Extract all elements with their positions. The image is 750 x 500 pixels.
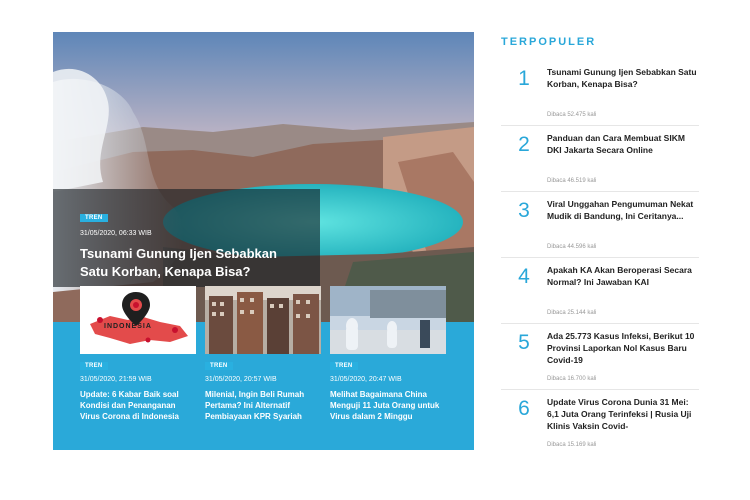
popular-item[interactable] [501,258,699,324]
rank-number: 6 [518,397,530,420]
card-date: 31/05/2020, 21:59 WIB [80,376,152,383]
hero-date: 31/05/2020, 06:33 WIB [80,230,152,237]
card-title[interactable]: Melihat Bagaimana China Menguji 11 Juta Orang untuk Virus dalam 2 Minggu [330,390,440,421]
rank-number: 4 [518,265,530,288]
news-card[interactable] [80,286,196,422]
read-count: Dibaca 44.596 kali [547,244,597,250]
card-date: 31/05/2020, 20:47 WIB [330,376,402,383]
popular-item[interactable] [501,192,699,258]
popular-title[interactable]: Tsunami Gunung Ijen Sebabkan Satu Korban, Kenapa Bisa? [547,67,697,89]
popular-title[interactable]: Viral Unggahan Pengumuman Nekat Mudik di Bandung, Ini Ceritanya... [547,199,694,221]
read-count: Dibaca 25.144 kali [547,310,597,316]
read-count: Dibaca 52.475 kali [547,112,597,118]
popular-title[interactable]: Panduan dan Cara Membuat SIKM DKI Jakarta Secara Online [547,133,685,155]
card-thumbnail[interactable] [80,286,196,354]
read-count: Dibaca 16.700 kali [547,376,597,382]
rank-number: 2 [518,133,530,156]
popular-item[interactable] [501,390,699,456]
hero-headline[interactable]: Tsunami Gunung Ijen Sebabkan Satu Korban, Kenapa Bisa? [80,246,277,279]
tren-badge[interactable]: TREN [80,362,108,370]
card-title[interactable]: Milenial, Ingin Beli Rumah Pertama? Ini Alternatif Pembiayaan KPR Syariah [205,390,305,421]
popular-title[interactable]: Update Virus Corona Dunia 31 Mei: 6,1 Juta Orang Terinfeksi | Rusia Uji Klinis Vaksin Covid- [547,397,692,431]
card-thumbnail[interactable] [330,286,446,354]
card-date: 31/05/2020, 20:57 WIB [205,376,277,383]
news-card[interactable] [205,286,321,422]
thumb-label: INDONESIA [104,323,152,330]
tren-badge[interactable]: TREN [80,214,108,222]
read-count: Dibaca 46.519 kali [547,178,597,184]
popular-sidebar [501,36,699,456]
card-thumbnail[interactable] [205,286,321,354]
hero-caption[interactable] [53,189,320,287]
popular-item[interactable] [501,126,699,192]
sidebar-title: TERPOPULER [501,36,597,48]
popular-title[interactable]: Apakah KA Akan Beroperasi Secara Normal? Ini Jawaban KAI [547,265,692,287]
read-count: Dibaca 15.169 kali [547,442,597,448]
popular-title[interactable]: Ada 25.773 Kasus Infeksi, Berikut 10 Provinsi Laporkan Nol Kasus Baru Covid-19 [547,331,695,365]
popular-item[interactable] [501,324,699,390]
rank-number: 5 [518,331,530,354]
rank-number: 3 [518,199,530,222]
popular-item[interactable] [501,60,699,126]
tren-badge[interactable]: TREN [205,362,233,370]
rank-number: 1 [518,67,530,90]
popular-list [501,60,699,456]
featured-section [53,32,474,450]
card-title[interactable]: Update: 6 Kabar Baik soal Kondisi dan Penanganan Virus Corona di Indonesia [80,390,179,421]
tren-badge[interactable]: TREN [330,362,358,370]
news-card[interactable] [330,286,446,422]
